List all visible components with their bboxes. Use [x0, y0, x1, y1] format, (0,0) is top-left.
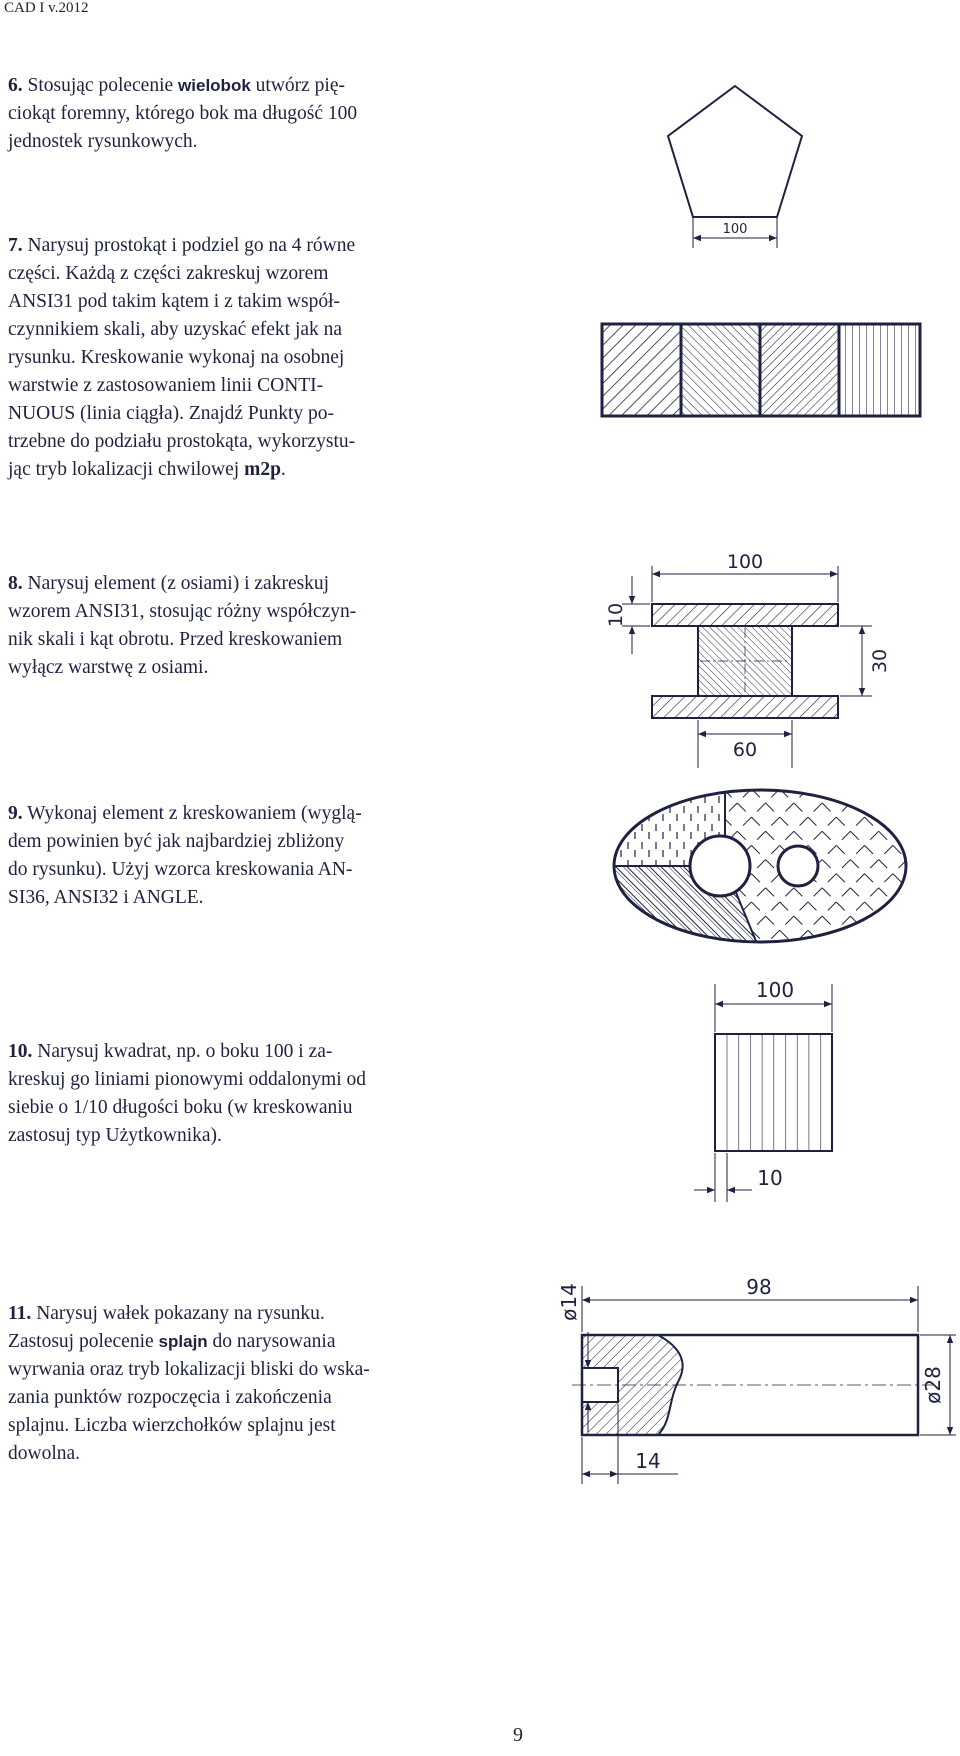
dimension-label: 14 [635, 1449, 661, 1473]
task-10-line: Narysuj kwadrat, np. o boku 100 i za- [32, 1041, 333, 1062]
task-8-text [8, 570, 356, 682]
ellipse-element-figure [610, 786, 910, 946]
task-8-line: nik skali i kąt obrotu. Przed kreskowaniem [8, 629, 343, 650]
task-number: 11. [8, 1303, 32, 1324]
command-name: wielobok [178, 76, 251, 95]
hatched-rectangle-figure [600, 322, 922, 418]
task-10-text [8, 1038, 366, 1150]
task-7-line: jąc tryb lokalizacji chwilowej [8, 459, 245, 480]
task-7-line: warstwie z zastosowaniem linii CONTI- [8, 375, 324, 396]
task-number: 10. [8, 1041, 33, 1062]
dimension-label: 10 [605, 602, 627, 628]
task-10-line: siebie o 1/10 długości boku (w kreskowaniu [8, 1097, 353, 1118]
dimension-label: 100 [722, 222, 748, 237]
page-number: 9 [513, 1724, 523, 1746]
task-11-text [8, 1300, 370, 1468]
square-shape [715, 1034, 832, 1151]
bottom-flange [652, 696, 838, 718]
task-8-line: Narysuj element (z osiami) i zakreskuj [22, 573, 330, 594]
hatch-section [602, 324, 681, 416]
dimension-label: 100 [755, 978, 795, 1002]
pentagon-figure [640, 80, 820, 260]
task-11-line: do narysowania [207, 1331, 336, 1352]
task-9-line: do rysunku). Użyj wzorca kreskowania AN- [8, 859, 353, 880]
task-number: 7. [8, 235, 23, 256]
task-7-line: czynnikiem skali, aby uzyskać efekt jak na [8, 319, 343, 340]
hatch-section [839, 324, 920, 416]
dimension-label: ø28 [921, 1366, 945, 1404]
dimension-label: ø14 [557, 1283, 581, 1321]
task-6-line: ciokąt foremny, którego bok ma długość 100 [8, 103, 358, 124]
top-flange [652, 604, 838, 626]
shaft-figure [557, 1272, 960, 1492]
task-9-line: dem powinien być jak najbardziej zbliżony [8, 831, 345, 852]
hole-large [690, 836, 750, 896]
task-7-line: ANSI31 pod takim kątem i z takim współ- [8, 291, 340, 312]
spool-element-figure [600, 532, 910, 770]
hatch-section [760, 324, 839, 416]
dimension-label: 30 [869, 648, 891, 674]
task-6-line: Stosując polecenie [27, 75, 179, 96]
task-6-text [8, 72, 357, 156]
hole-small [778, 846, 818, 886]
task-7-text [8, 232, 355, 484]
command-name: splajn [158, 1332, 208, 1351]
task-7-line: rysunku. Kreskowanie wykonaj na osobnej [8, 347, 345, 368]
mode-name: m2p [244, 459, 281, 480]
task-8-line: wyłącz warstwę z osiami. [8, 657, 209, 678]
task-7-line: Narysuj prostokąt i podziel go na 4 równe [22, 235, 356, 256]
dimension-label: 60 [732, 739, 758, 761]
task-number: 6. [8, 75, 23, 96]
dimension-label: 100 [726, 551, 764, 573]
dimension-label: 10 [757, 1166, 783, 1190]
task-6-line: jednostek rysunkowych. [8, 131, 198, 152]
task-6-line: utwórz pię- [250, 75, 345, 96]
task-11-line: dowolna. [8, 1443, 81, 1464]
task-7-line: trzebne do podziału prostokąta, wykorzystu- [8, 431, 356, 452]
task-11-line: Narysuj wałek pokazany na rysunku. [31, 1303, 325, 1324]
task-10-line: zastosuj typ Użytkownika). [8, 1125, 222, 1146]
task-11-line: zania punktów rozpoczęcia i zakończenia [8, 1387, 332, 1408]
task-number: 9. [8, 803, 23, 824]
task-9-line: SI36, ANSI32 i ANGLE. [8, 887, 204, 908]
task-9-line: Wykonaj element z kreskowaniem (wyglą- [22, 803, 362, 824]
task-11-line: wyrwania oraz tryb lokalizacji bliski do wska- [8, 1359, 370, 1380]
task-11-line: Zastosuj polecenie [8, 1331, 159, 1352]
task-7-line: . [280, 459, 286, 480]
task-7-line: NUOUS (linia ciągła). Znajdź Punkty po- [8, 403, 335, 424]
pentagon-shape [668, 86, 802, 217]
task-7-line: części. Każdą z części zakreskuj wzorem [8, 263, 329, 284]
task-8-line: wzorem ANSI31, stosując różny współczyn- [8, 601, 357, 622]
document-header: CAD I v.2012 [4, 0, 89, 16]
task-10-line: kreskuj go liniami pionowymi oddalonymi od [8, 1069, 367, 1090]
task-9-text [8, 800, 362, 912]
hatch-section [681, 324, 760, 416]
hatched-square-figure [690, 970, 860, 1210]
dimension-label: 98 [746, 1275, 772, 1299]
task-number: 8. [8, 573, 23, 594]
task-11-line: splajnu. Liczba wierzchołków splajnu jest [8, 1415, 336, 1436]
